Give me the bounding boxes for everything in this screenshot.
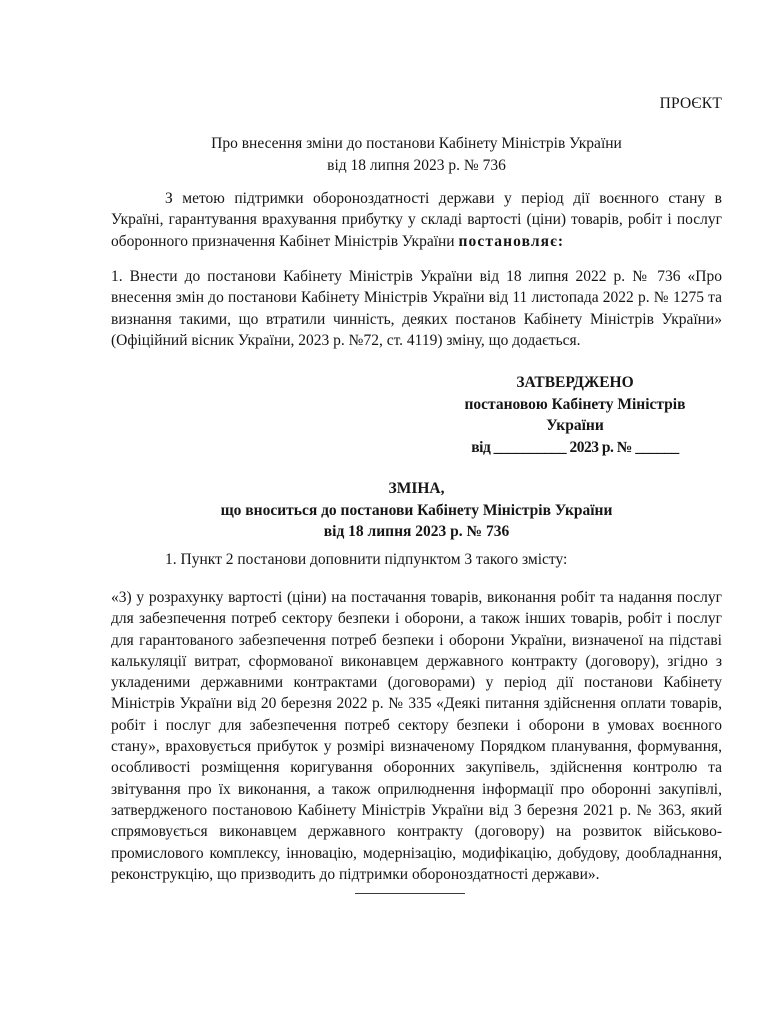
- approval-line-approved: ЗАТВЕРДЖЕНО: [516, 374, 634, 391]
- amendment-heading: [111, 478, 722, 543]
- end-separator-line: [355, 893, 465, 894]
- amendment-item-1: [111, 549, 722, 570]
- amendment-heading-line-2: що вноситься до постанови Кабінету Міністрів України: [220, 501, 613, 519]
- approval-line-date-number: від __________ 2023 р. № ______: [471, 438, 679, 456]
- document-title-line-1: Про внесення зміни до постанови Кабінету Міністрів України: [211, 135, 622, 152]
- approval-line-authority: постановою Кабінету Міністрів: [464, 395, 686, 413]
- draft-stamp-label: ПРОЄКТ: [659, 95, 722, 112]
- preamble-text: З метою підтримки обороноздатності держави у період дії воєнного стану в Україні, гарантування врахування прибутку у складі вартості (ціни) товарів, робіт і послуг оборонного призначення Кабінет Міністрів України: [111, 190, 722, 250]
- preamble-emphasis: постановляє:: [458, 232, 565, 250]
- resolution-item-1: 1. Внести до постанови Кабінету Міністрів України від 18 липня 2022 р. № 736 «Про внесення змін до постанови Кабінету Міністрів України від 11 листопада 2022 р. № 1275 та визнання такими, що втратили чинність, деяких постанов Кабінету Міністрів України» (Офіційний вісник України, 2023 р. №72, ст. 4119) зміну, що додається.: [111, 268, 722, 349]
- approval-block: [428, 372, 722, 458]
- amendment-item-1-text: 1. Пункт 2 постанови доповнити підпунктом 3 такого змісту:: [165, 551, 568, 568]
- amendment-body-paragraph: «3) у розрахунку вартості (ціни) на постачання товарів, виконання робіт та надання послуг для забезпечення потреб сектору безпеки і оборони, а також інших товарів, робіт і послуг для гарантованого забезпечення потреб безпеки і оборони України, визначеної на підставі калькуляції витрат, сформованої виконавцем державного контракту (договору), згідно з укладеними державними контрактами (договорами) у період дії постанови Кабінету Міністрів України від 20 березня 2022 р. № 335 «Деякі питання здійснення оплати товарів, робіт і послуг для забезпечення потреб сектору безпеки і оборони в умовах воєнного стану», враховується прибуток у розмірі визначеному Порядком планування, формування, особливості розміщення коригування оборонних закупівель, здійснення контролю та звітування про їх виконання, а також оприлюднення інформації про оборонні закупівлі, затвердженого постановою Кабінету Міністрів України від 3 березня 2021 р. № 363, який спрямовується виконавцем державного контракту (договору) на розвиток військово-промислового комплексу, інновацію, модернізацію, модифікацію, добудову, дообладнання, реконструкцію, що призводить до підтримки обороноздатності держави».: [111, 589, 722, 883]
- document-title-line-2: від 18 липня 2023 р. № 736: [327, 156, 506, 174]
- end-separator-rule: [111, 884, 722, 902]
- amendment-heading-line-1: ЗМІНА,: [388, 480, 445, 497]
- preamble-paragraph: [111, 188, 722, 252]
- approval-line-country: України: [546, 417, 604, 434]
- document-title: [111, 133, 722, 176]
- amendment-heading-line-3: від 18 липня 2023 р. № 736: [323, 523, 510, 540]
